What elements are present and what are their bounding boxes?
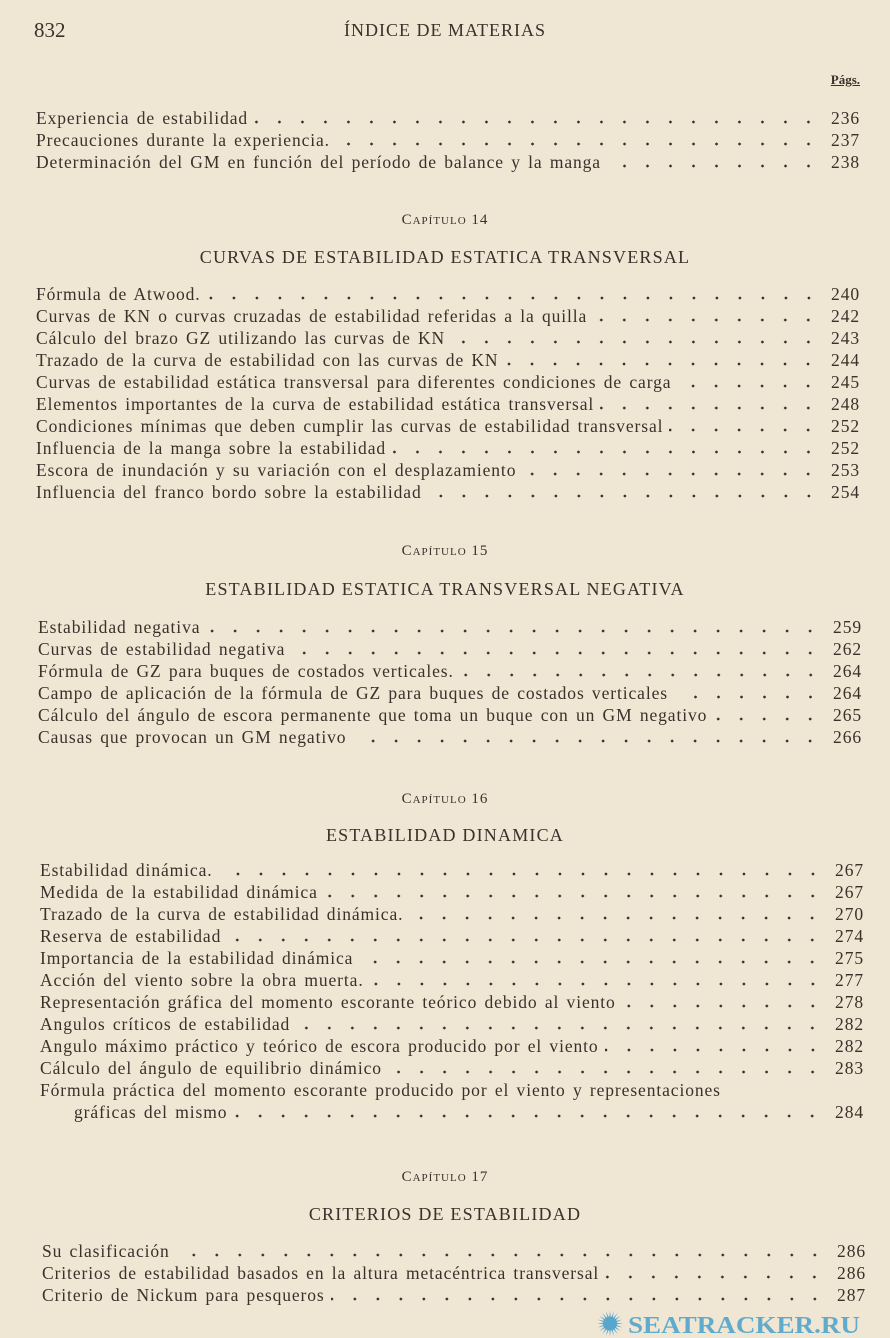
toc-entry [36, 306, 860, 328]
toc-entry-title: Importancia de la estabilidad dinámica [40, 948, 354, 968]
toc-entry [38, 705, 862, 727]
sunburst-ray [599, 1316, 605, 1321]
dot-leader [219, 872, 824, 876]
toc-entry [36, 438, 860, 460]
toc-entry [38, 617, 862, 639]
dot-leader [359, 960, 824, 964]
dot-leader [504, 362, 820, 366]
watermark-text: SEATRACKER.RU [628, 1313, 860, 1338]
intro-entries [36, 108, 860, 174]
toc-entry [40, 1036, 864, 1058]
dot-leader [336, 142, 820, 146]
dot-leader [206, 629, 822, 633]
sunburst-ray [616, 1323, 623, 1324]
sunburst-ray [609, 1329, 610, 1336]
dot-leader [176, 1253, 826, 1257]
toc-entry-page: 267 [835, 860, 864, 880]
toc-entry [40, 860, 864, 882]
toc-entry-page: 286 [837, 1241, 866, 1261]
sunburst-ray [597, 1323, 604, 1324]
toc-entry-page: 240 [831, 284, 860, 304]
toc-entry [40, 948, 864, 970]
dot-leader [233, 1114, 824, 1118]
toc-entry-title: Elementos importantes de la curva de estabilidad estática transversal [36, 394, 595, 414]
toc-entry-title: Fórmula de Atwood. [36, 284, 201, 304]
sunburst-ray [598, 1319, 605, 1322]
toc-entry-title: Angulos críticos de estabilidad [40, 1014, 291, 1034]
dot-leader [291, 651, 822, 655]
dot-leader [605, 1048, 824, 1052]
toc-entry-title: Estabilidad dinámica. [40, 860, 213, 880]
toc-entry [40, 926, 864, 948]
toc-entry-page: 286 [837, 1263, 866, 1283]
toc-entry [36, 372, 860, 394]
sunburst-ray [615, 1325, 622, 1328]
toc-entry [40, 992, 864, 1014]
toc-entry-title: Precauciones durante la experiencia. [36, 130, 330, 150]
toc-entry-title: Trazado de la curva de estabilidad con las curvas de KN [36, 350, 499, 370]
toc-entry [36, 108, 860, 130]
chapter-14-title: CURVAS DE ESTABILIDAD ESTATICA TRANSVERSAL [199, 247, 691, 267]
toc-entry [36, 416, 860, 438]
toc-entry-title: Campo de aplicación de la fórmula de GZ para buques de costados verticales [38, 683, 668, 703]
sunburst-ray [614, 1326, 620, 1331]
toc-entry-page: 245 [831, 372, 860, 392]
dot-leader [451, 340, 820, 344]
sunburst-ray [613, 1313, 618, 1319]
dot-leader [674, 695, 822, 699]
toc-entry-page: 252 [831, 416, 860, 436]
toc-entry-page: 266 [833, 727, 862, 747]
toc-entry-page: 259 [833, 617, 862, 637]
toc-entry [36, 130, 860, 152]
chapter-15-label: Capítulo 15 [401, 543, 489, 559]
toc-entry-page: 262 [833, 639, 862, 659]
toc-entry-title: Curvas de KN o curvas cruzadas de estabilidad referidas a la quilla [36, 306, 588, 326]
sunburst-ray [599, 1326, 605, 1331]
toc-entry-page: 244 [831, 350, 860, 370]
sunburst-ray [614, 1316, 620, 1321]
toc-entry-page: 287 [837, 1285, 866, 1305]
toc-entry-page: 238 [831, 152, 860, 172]
dot-leader [593, 318, 820, 322]
running-title: ÍNDICE DE MATERIAS [344, 20, 546, 40]
sunburst-ray [615, 1319, 622, 1322]
toc-entry-title: Condiciones mínimas que deben cumplir las curvas de estabilidad transversal [36, 416, 664, 436]
dot-leader [600, 406, 820, 410]
toc-entry-title: Causas que provocan un GM negativo [38, 727, 347, 747]
toc-entry-title: Escora de inundación y su variación con el desplazamiento [36, 460, 517, 480]
toc-entry-page: 253 [831, 460, 860, 480]
sunburst-ray [611, 1311, 614, 1318]
dot-leader [409, 916, 824, 920]
toc-entry [36, 394, 860, 416]
toc-entry-title: Criterio de Nickum para pesqueros [42, 1285, 325, 1305]
toc-entry-title: Influencia del franco bordo sobre la estabilidad [36, 482, 422, 502]
dot-leader [622, 1004, 824, 1008]
toc-entry-page: 252 [831, 438, 860, 458]
dot-leader [607, 164, 820, 168]
toc-entry-page: 264 [833, 683, 862, 703]
toc-entry-title: Influencia de la manga sobre la estabilidad [36, 438, 387, 458]
sunburst-ray [602, 1328, 607, 1334]
toc-entry-title: Estabilidad negativa [38, 617, 201, 637]
toc-entry [40, 970, 864, 992]
sunburst-logo-icon [597, 1311, 623, 1337]
toc-entry [42, 1285, 866, 1307]
toc-entry-title: Medida de la estabilidad dinámica [40, 882, 318, 902]
toc-entry-page: 267 [835, 882, 864, 902]
dot-leader [296, 1026, 824, 1030]
toc-entry [36, 482, 860, 504]
toc-entry [36, 284, 860, 306]
sunburst-ray [611, 1329, 614, 1336]
toc-entry [40, 882, 864, 904]
toc-entry-page: 282 [835, 1036, 864, 1056]
toc-entry [36, 350, 860, 372]
toc-entry [40, 1058, 864, 1080]
toc-entry-title: Angulo máximo práctico y teórico de escora producido por el viento [40, 1036, 599, 1056]
toc-entry [42, 1241, 866, 1263]
toc-entry [40, 1014, 864, 1036]
toc-entry-title: Fórmula práctica del momento escorante producido por el viento y representaciones [40, 1080, 721, 1100]
sunburst-ray [606, 1311, 609, 1318]
toc-entry-page: 236 [831, 108, 860, 128]
sunburst-ray [602, 1313, 607, 1319]
toc-entry-title: Representación gráfica del momento escorante teórico debido al viento [40, 992, 616, 1012]
chapter-17-entries [42, 1241, 866, 1307]
toc-entry-title: Curvas de estabilidad negativa [38, 639, 286, 659]
toc-entry [38, 661, 862, 683]
toc-entry-title: Su clasificación [42, 1241, 170, 1261]
dot-leader [522, 472, 820, 476]
toc-entry-title: Acción del viento sobre la obra muerta. [40, 970, 364, 990]
chapter-15-title: ESTABILIDAD ESTATICA TRANSVERSAL NEGATIVA [205, 579, 685, 599]
chapter-16-entries [40, 860, 864, 1124]
chapter-14-label: Capítulo 14 [401, 212, 489, 228]
toc-entry-title: Cálculo del brazo GZ utilizando las curvas de KN [36, 328, 446, 348]
toc-entry-page: 282 [835, 1014, 864, 1034]
toc-entry-page: 264 [833, 661, 862, 681]
toc-entry [40, 1102, 864, 1124]
dot-leader [713, 717, 822, 721]
toc-entry-title: Curvas de estabilidad estática transversal para diferentes condiciones de carga [36, 372, 672, 392]
pages-column-label: Págs. [830, 72, 860, 87]
sunburst-ray [613, 1328, 618, 1334]
toc-entry-title: Cálculo del ángulo de escora permanente que toma un buque con un GM negativo [38, 705, 708, 725]
toc-entry-title: Cálculo del ángulo de equilibrio dinámico [40, 1058, 382, 1078]
toc-entry-title: Experiencia de estabilidad [36, 108, 249, 128]
dot-leader [254, 120, 820, 124]
toc-entry-page: 243 [831, 328, 860, 348]
toc-entry-title: gráficas del mismo [74, 1102, 228, 1122]
toc-entry-title: Fórmula de GZ para buques de costados verticales. [38, 661, 454, 681]
toc-entry-title: Trazado de la curva de estabilidad dinámica. [40, 904, 404, 924]
dot-leader [352, 739, 822, 743]
toc-entry-page: 265 [833, 705, 862, 725]
toc-entry-title: Determinación del GM en función del período de balance y la manga [36, 152, 601, 172]
toc-entry-page: 278 [835, 992, 864, 1012]
seatracker-watermark [0, 1309, 890, 1338]
sunburst-ray [609, 1311, 610, 1318]
dot-leader [392, 450, 820, 454]
toc-entry-page: 242 [831, 306, 860, 326]
dot-leader [677, 384, 820, 388]
dot-leader [428, 494, 820, 498]
toc-entry-page: 254 [831, 482, 860, 502]
toc-entry [40, 904, 864, 926]
toc-entry [38, 683, 862, 705]
toc-entry-title: Reserva de estabilidad [40, 926, 222, 946]
chapter-14-entries [36, 284, 860, 504]
toc-entry [38, 639, 862, 661]
page-number: 832 [34, 18, 66, 42]
sunburst-ray [606, 1329, 609, 1336]
dot-leader [460, 673, 822, 677]
dot-leader [207, 296, 820, 300]
toc-entry [42, 1263, 866, 1285]
chapter-15-entries [38, 617, 862, 749]
dot-leader [370, 982, 824, 986]
chapter-16-label: Capítulo 16 [401, 791, 489, 807]
toc-entry-page: 237 [831, 130, 860, 150]
chapter-16-title: ESTABILIDAD DINAMICA [325, 825, 565, 845]
dot-leader [388, 1070, 824, 1074]
toc-entry [36, 328, 860, 350]
chapter-17-label: Capítulo 17 [401, 1169, 489, 1185]
toc-entry-page: 284 [835, 1102, 864, 1122]
dot-leader [669, 428, 820, 432]
chapter-17-title: CRITERIOS DE ESTABILIDAD [308, 1204, 582, 1224]
toc-entry-page: 283 [835, 1058, 864, 1078]
toc-entry-page: 270 [835, 904, 864, 924]
toc-entry-page: 274 [835, 926, 864, 946]
toc-entry [38, 727, 862, 749]
toc-entry-page: 277 [835, 970, 864, 990]
toc-entry [36, 460, 860, 482]
sunburst-ray [598, 1325, 605, 1328]
toc-entry-page: 248 [831, 394, 860, 414]
toc-entry-title: Criterios de estabilidad basados en la altura metacéntrica transversal [42, 1263, 600, 1283]
dot-leader [331, 1297, 826, 1301]
dot-leader [324, 894, 824, 898]
dot-leader [605, 1275, 826, 1279]
dot-leader [227, 938, 824, 942]
toc-entry-page: 275 [835, 948, 864, 968]
toc-entry [36, 152, 860, 174]
